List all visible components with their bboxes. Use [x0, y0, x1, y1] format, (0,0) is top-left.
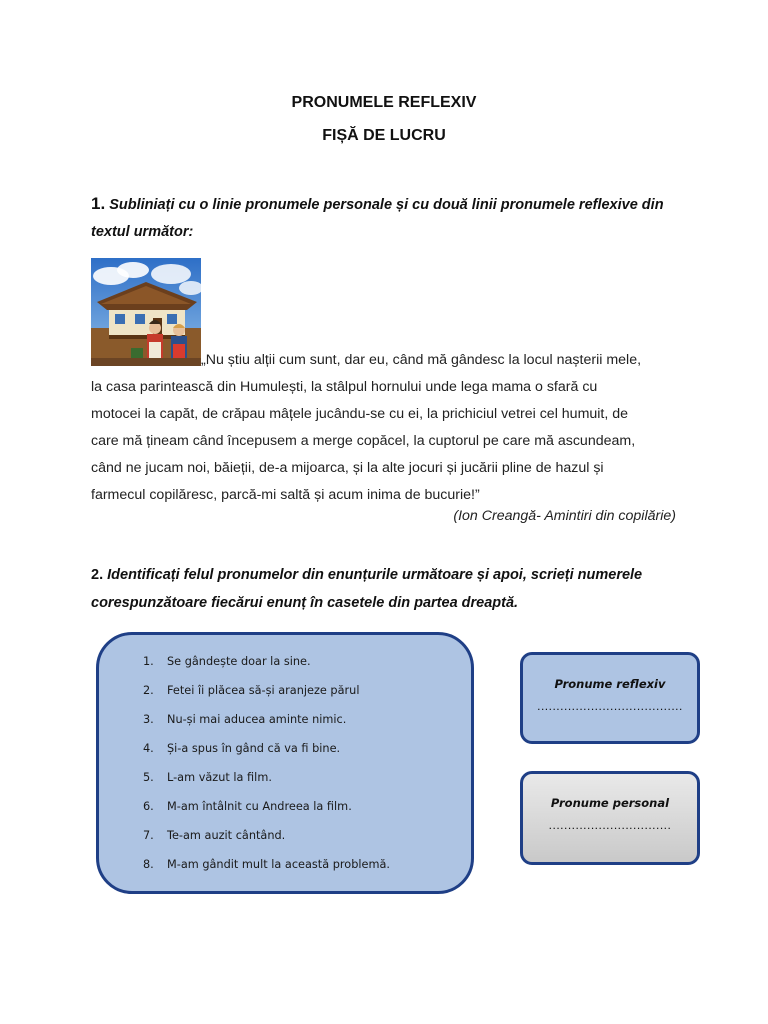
passage-line: când ne jucam noi, băieții, de-a mijoarca, și la alte jocuri și jucării pline de hazul și [91, 460, 604, 476]
passage-line: care mă țineam când începusem a merge copăcel, la cuptorul pe care mă ascundeam, [91, 433, 636, 449]
exercise-2-instruction [91, 561, 681, 617]
passage-line: motocei la capăt, de crăpau mâțele jucându-se cu ei, la prichiciul vetrei cel humuit, de [91, 406, 629, 422]
list-item: 8. M-am gândit mult la această problemă. [143, 858, 390, 871]
sentence-list [143, 651, 390, 883]
exercise-1-number: 1. [91, 194, 106, 213]
citation: (Ion Creangă- Amintiri din copilărie) [453, 508, 676, 524]
reflexive-label: Pronume reflexiv [554, 677, 666, 691]
list-item: 7. Te-am auzit cântând. [143, 829, 286, 842]
personal-answer-blank[interactable]: ................................ [548, 818, 672, 832]
passage-line: farmecul copilăresc, parcă-mi saltă și acum inima de bucurie!” [91, 487, 480, 503]
sentences-box [96, 632, 474, 894]
personal-answer-box[interactable] [520, 771, 700, 865]
exercise-2-number: 2. [91, 567, 104, 583]
page-subtitle: FIȘĂ DE LUCRU [322, 127, 446, 144]
list-item: 5. L-am văzut la film. [143, 771, 272, 784]
reflexive-answer-box[interactable] [520, 652, 700, 744]
exercise-1-text: Subliniați cu o linie pronumele personale și cu două linii pronumele reflexive din textul următor: [91, 197, 664, 240]
list-item: 3. Nu-și mai aducea aminte nimic. [143, 713, 347, 726]
exercise-2-text: Identificați felul pronumelor din enunțurile următoare și apoi, scrieți numerele corespunzătoare fiecărui enunț în casetele din partea dreaptă. [91, 567, 643, 611]
page-title: PRONUMELE REFLEXIV [291, 94, 477, 111]
passage-line: la casa parintească din Humulești, la stâlpul hornului unde lega mama o sfară cu [91, 379, 598, 395]
story-passage [91, 347, 681, 509]
list-item: 4. Și-a spus în gând că va fi bine. [143, 742, 341, 755]
list-item: 6. M-am întâlnit cu Andreea la film. [143, 800, 352, 813]
personal-label: Pronume personal [550, 796, 670, 810]
passage-line: „Nu știu alții cum sunt, dar eu, când mă gândesc la locul nașterii mele, [201, 352, 642, 368]
exercise-1-instruction [91, 190, 671, 246]
list-item: 1. Se gândește doar la sine. [143, 655, 311, 668]
list-item: 2. Fetei îi plăcea să-și aranjeze părul [143, 684, 360, 697]
reflexive-answer-blank[interactable]: ...................................... [537, 699, 683, 713]
